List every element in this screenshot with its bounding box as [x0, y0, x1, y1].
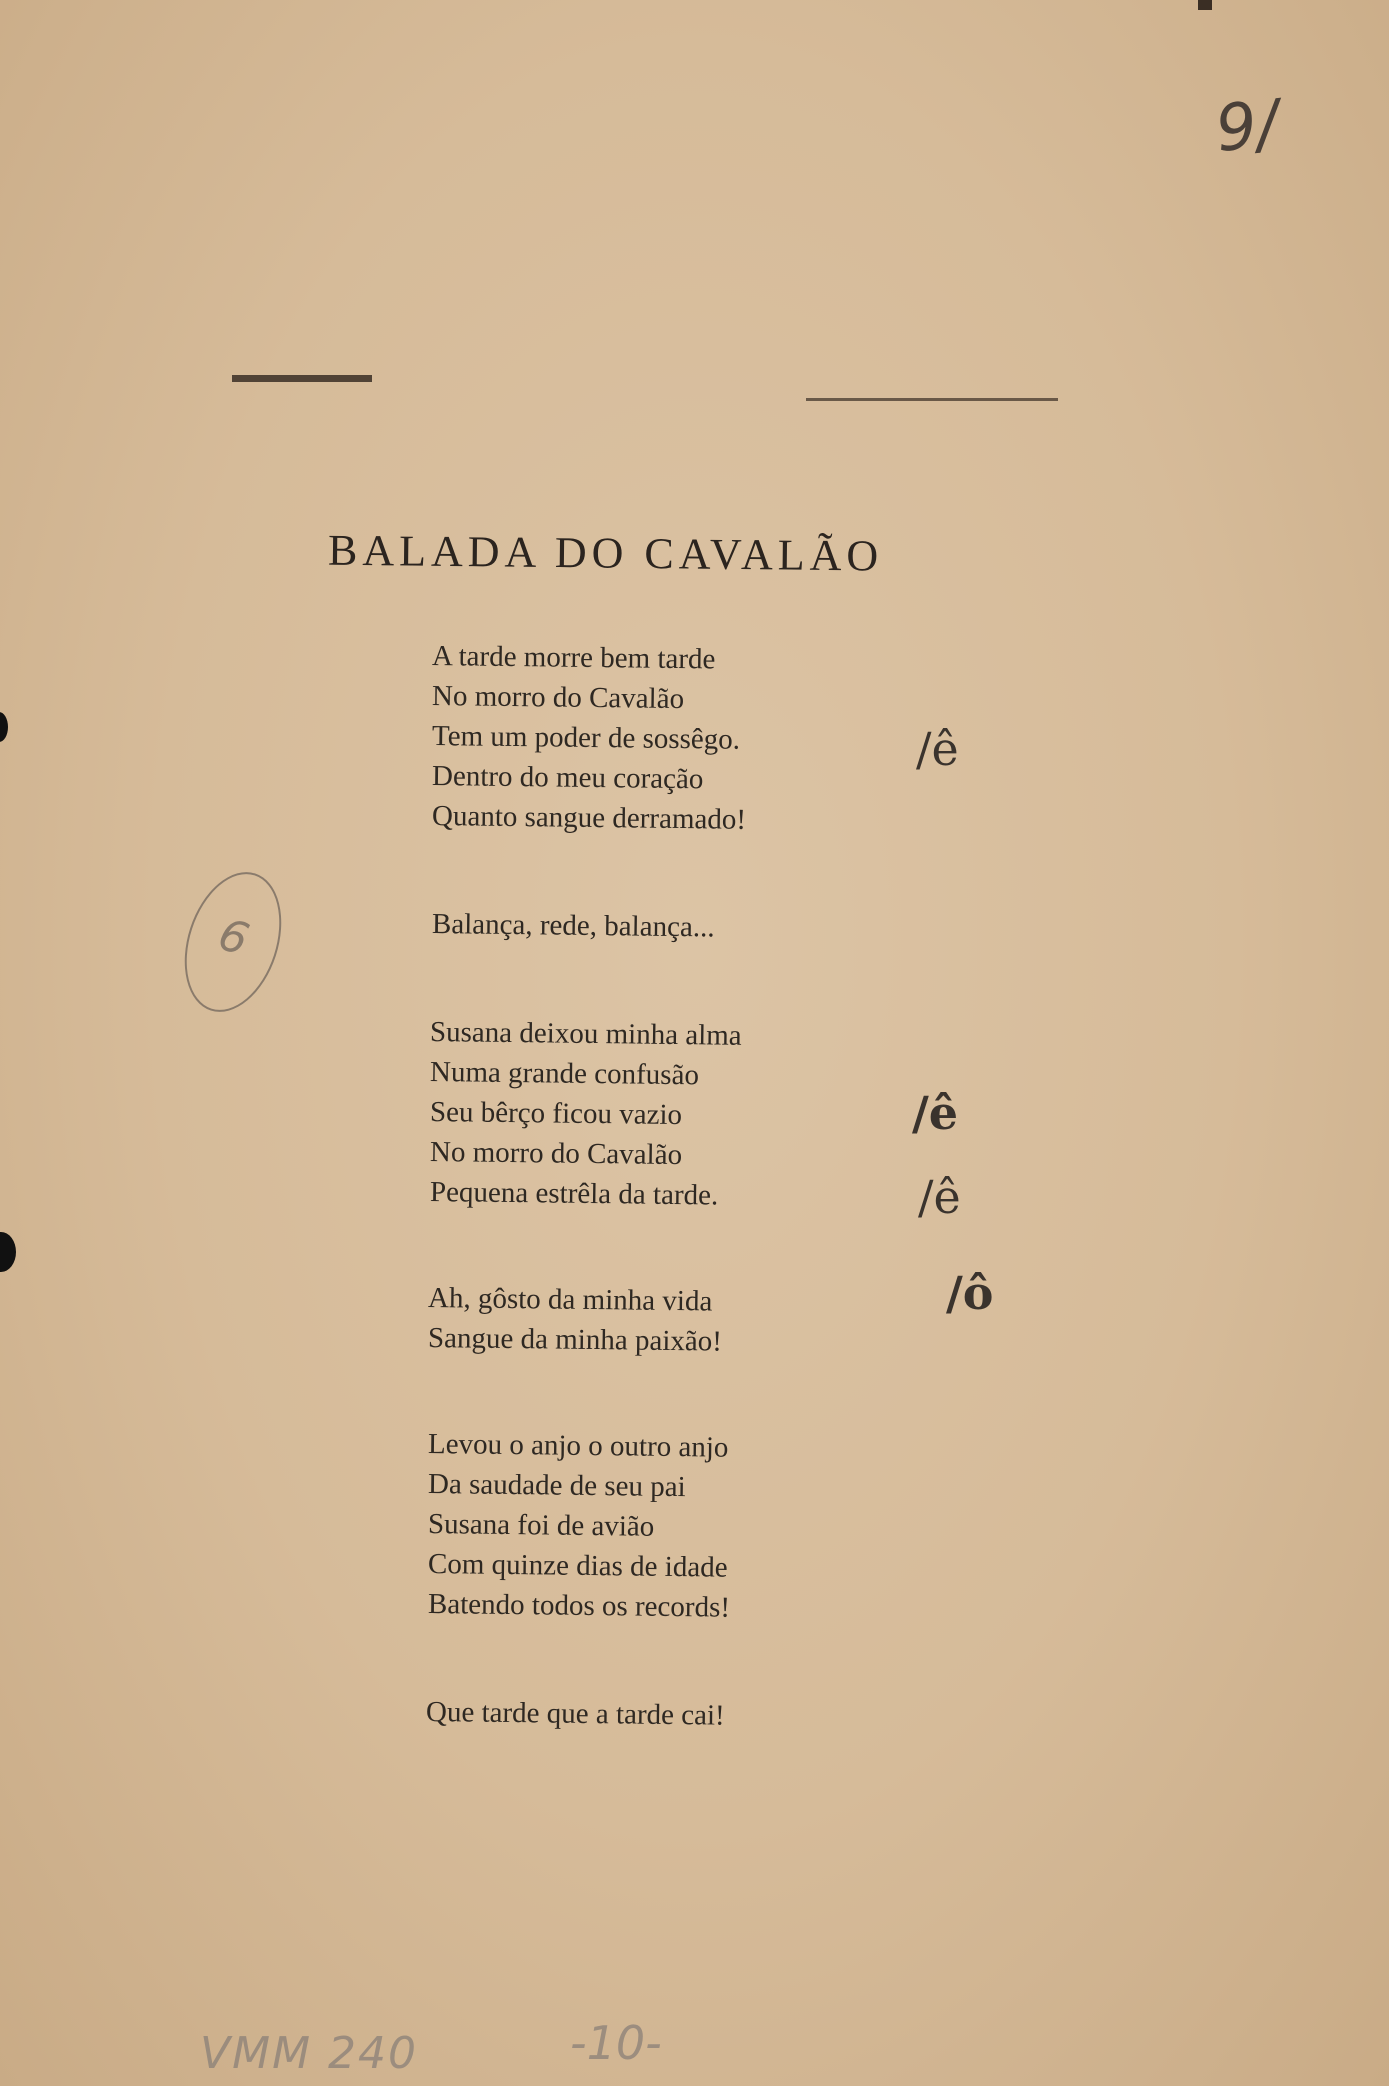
verse-line: Tem um poder de sossêgo. [431, 720, 741, 756]
verse-line: Sangue da minha paixão! [427, 1322, 723, 1358]
verse-line: Numa grande confusão [429, 1056, 700, 1092]
verse-line: Susana deixou minha alma [429, 1016, 742, 1052]
verse-line: Levou o anjo o outro anjo [427, 1428, 729, 1464]
verse-line: A tarde morre bem tarde [431, 640, 716, 676]
stanza-4 [428, 1278, 988, 1358]
stanza-1 [432, 636, 992, 836]
verse-line: Susana foi de avião [427, 1508, 655, 1543]
margin-correction-mark: /ê [912, 1086, 959, 1140]
verse-line: Balança, rede, balança... [431, 908, 715, 944]
verse-line: Ah, gôsto da minha vida [427, 1282, 713, 1318]
verse-line: Da saudade de seu pai [427, 1468, 686, 1504]
poem-title: BALADA DO CAVALÃO [327, 525, 884, 581]
page-number: -10- [570, 2016, 662, 2070]
verse-line: No morro do Cavalão [429, 1136, 683, 1172]
circled-number [168, 860, 298, 1025]
verse-line: Batendo todos os records! [427, 1588, 731, 1624]
printed-rule-right [806, 398, 1058, 401]
folio-number: 9/ [1212, 86, 1282, 168]
verse-line: Pequena estrêla da tarde. [429, 1176, 719, 1212]
circled-number-text: 6 [212, 908, 255, 966]
verse-line: Quanto sangue derramado! [431, 800, 747, 836]
binding-hole-top [0, 712, 8, 742]
verse-line: Seu bêrço ficou vazio [429, 1096, 683, 1132]
binding-hole-bottom [0, 1232, 16, 1272]
verse-line: Dentro do meu coração [431, 760, 704, 796]
verse-line: Com quinze dias de idade [427, 1548, 728, 1584]
stanza-3 [430, 1012, 990, 1212]
verse-line: No morro do Cavalão [431, 680, 685, 716]
printed-rule-left [232, 375, 372, 382]
corner-tear-mark [1198, 0, 1212, 10]
margin-correction-mark: /ô [946, 1266, 994, 1320]
margin-correction-mark: /ê [916, 722, 959, 776]
margin-correction-mark: /ê [918, 1170, 961, 1224]
verse-line: Que tarde que a tarde cai! [425, 1696, 725, 1732]
archive-note: VMM 240 [200, 2028, 418, 2079]
stanza-2 [432, 904, 992, 944]
stanza-5 [428, 1424, 988, 1624]
stanza-6 [426, 1692, 986, 1732]
